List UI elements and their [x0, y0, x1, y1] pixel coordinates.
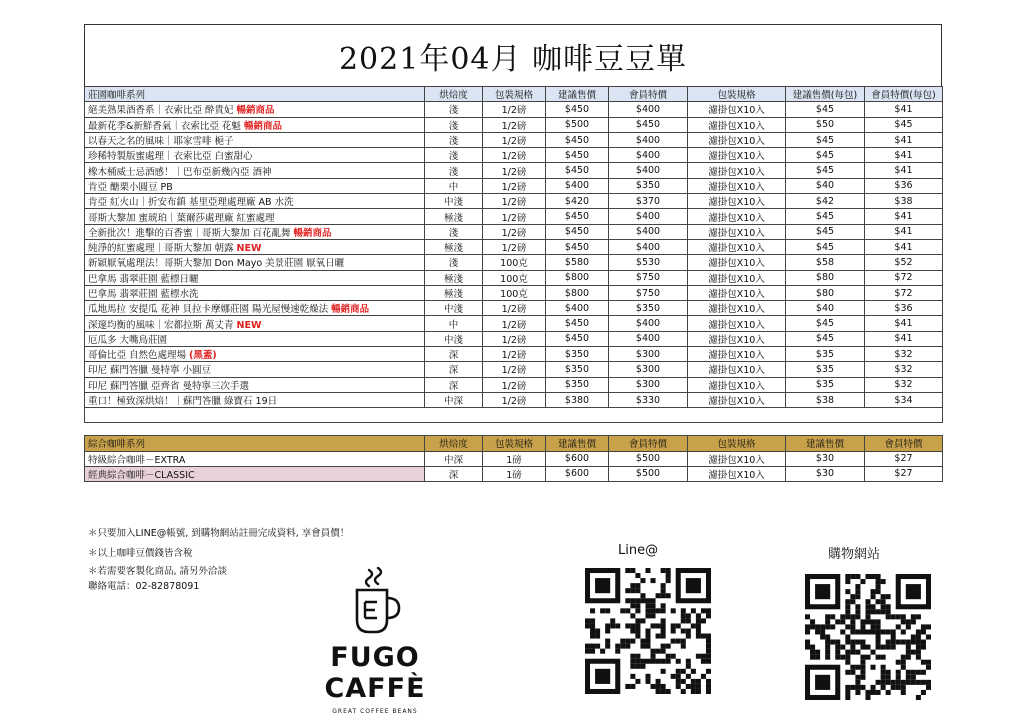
pack-cell: 1/2磅 — [483, 301, 546, 316]
pack-cell: 1/2磅 — [483, 239, 546, 254]
table-row — [85, 392, 943, 407]
price-cell: $580 — [546, 255, 609, 270]
roast-cell: 淺 — [425, 255, 483, 270]
member-price-cell: $300 — [609, 377, 688, 392]
column-header: 會員特價 — [609, 436, 688, 451]
drip-pack-cell: 濾掛包X10入 — [688, 377, 786, 392]
pack-cell: 1/2磅 — [483, 224, 546, 239]
column-header: 建議售價(每包) — [786, 87, 865, 102]
member-price-cell: $400 — [609, 316, 688, 331]
shop-qr-code[interactable] — [805, 574, 931, 700]
member-price-cell: $400 — [609, 209, 688, 224]
column-header: 包裝規格 — [483, 87, 546, 102]
shop-label: 購物網站 — [828, 547, 881, 562]
drip-price-cell: $35 — [786, 362, 865, 377]
drip-pack-cell: 濾掛包X10入 — [688, 466, 786, 481]
estate-body — [85, 102, 943, 408]
product-tag-badge: (黑蓋) — [189, 350, 217, 362]
product-name-cell — [85, 347, 425, 362]
price-cell: $350 — [546, 347, 609, 362]
price-cell: $380 — [546, 392, 609, 407]
member-price-cell: $300 — [609, 347, 688, 362]
member-price-cell: $400 — [609, 102, 688, 117]
drip-pack-cell: 濾掛包X10入 — [688, 331, 786, 346]
column-header: 建議售價 — [786, 436, 865, 451]
drip-member-price-cell: $41 — [865, 316, 943, 331]
price-cell: $450 — [546, 102, 609, 117]
drip-member-price-cell: $41 — [865, 331, 943, 346]
price-cell: $450 — [546, 331, 609, 346]
drip-price-cell: $30 — [786, 466, 865, 481]
pack-cell: 1/2磅 — [483, 163, 546, 178]
drip-member-price-cell: $27 — [865, 451, 943, 466]
drip-price-cell: $40 — [786, 178, 865, 193]
roast-cell: 中淺 — [425, 194, 483, 209]
price-sheet — [84, 24, 942, 482]
table-row — [85, 224, 943, 239]
pack-cell: 1磅 — [483, 451, 546, 466]
pack-cell: 1/2磅 — [483, 377, 546, 392]
product-name: 珍稀特製版蜜處理｜衣索比亞 白蜜甜心 — [88, 151, 253, 163]
roast-cell: 淺 — [425, 132, 483, 147]
roast-cell: 極淺 — [425, 209, 483, 224]
product-name-cell — [85, 466, 425, 481]
product-name-cell — [85, 331, 425, 346]
drip-price-cell: $45 — [786, 148, 865, 163]
pack-cell: 1/2磅 — [483, 148, 546, 163]
product-name-cell — [85, 102, 425, 117]
product-tag-badge: 暢銷商品 — [293, 227, 332, 239]
roast-cell: 深 — [425, 347, 483, 362]
product-name-cell — [85, 224, 425, 239]
drip-price-cell: $45 — [786, 132, 865, 147]
product-name-cell — [85, 209, 425, 224]
table-row — [85, 178, 943, 193]
product-name: 厄瓜多 大嘴鳥莊園 — [88, 334, 168, 346]
drip-member-price-cell: $32 — [865, 377, 943, 392]
pack-cell: 1/2磅 — [483, 362, 546, 377]
product-name-cell — [85, 163, 425, 178]
drip-pack-cell: 濾掛包X10入 — [688, 285, 786, 300]
price-cell: $500 — [546, 117, 609, 132]
blend-header — [85, 436, 943, 451]
drip-member-price-cell: $41 — [865, 148, 943, 163]
column-header: 建議售價 — [546, 87, 609, 102]
product-tag-badge: 暢銷商品 — [243, 120, 282, 132]
drip-price-cell: $38 — [786, 392, 865, 407]
drip-price-cell: $58 — [786, 255, 865, 270]
price-cell: $450 — [546, 148, 609, 163]
drip-member-price-cell: $34 — [865, 392, 943, 407]
drip-pack-cell: 濾掛包X10入 — [688, 392, 786, 407]
product-name: 重口！極致深烘焙！｜蘇門答臘 綠寶石 19日 — [88, 396, 278, 408]
product-name: 瓜地馬拉 安提瓜 花神 貝拉卡摩娜莊園 陽光屋慢速乾燥法 — [88, 304, 332, 316]
column-header: 綜合咖啡系列 — [85, 436, 425, 451]
drip-pack-cell: 濾掛包X10入 — [688, 148, 786, 163]
pack-cell: 1/2磅 — [483, 392, 546, 407]
roast-cell: 極淺 — [425, 270, 483, 285]
product-name: 新穎厭氧處理法！哥斯大黎加 Don Mayo 美景莊園 厭氧日曬 — [88, 258, 345, 270]
product-name-cell — [85, 178, 425, 193]
estate-table — [84, 86, 943, 423]
table-row — [85, 209, 943, 224]
brand-tagline: GREAT COFFEE BEANS — [332, 708, 418, 715]
product-tag-badge: 暢銷商品 — [331, 304, 370, 316]
price-cell: $450 — [546, 163, 609, 178]
price-cell: $450 — [546, 132, 609, 147]
member-price-cell: $750 — [609, 285, 688, 300]
drip-price-cell: $35 — [786, 347, 865, 362]
price-cell: $800 — [546, 285, 609, 300]
note-custom: ＊若需要客製化商品, 請另外洽談 — [88, 566, 228, 577]
drip-pack-cell: 濾掛包X10入 — [688, 209, 786, 224]
column-header: 會員特價(每包) — [865, 87, 943, 102]
column-header: 會員特價 — [609, 87, 688, 102]
drip-pack-cell: 濾掛包X10入 — [688, 239, 786, 254]
drip-pack-cell: 濾掛包X10入 — [688, 194, 786, 209]
price-cell: $450 — [546, 239, 609, 254]
table-row — [85, 117, 943, 132]
table-row — [85, 362, 943, 377]
member-price-cell: $500 — [609, 451, 688, 466]
note-phone: 聯絡電話：02-82878091 — [88, 581, 200, 592]
table-row — [85, 270, 943, 285]
product-name-cell — [85, 285, 425, 300]
drip-member-price-cell: $72 — [865, 285, 943, 300]
note-tax: ＊以上咖啡豆價錢皆含稅 — [88, 548, 193, 559]
drip-member-price-cell: $32 — [865, 347, 943, 362]
product-name-cell — [85, 239, 425, 254]
product-name-cell — [85, 316, 425, 331]
member-price-cell: $350 — [609, 178, 688, 193]
pack-cell: 1/2磅 — [483, 194, 546, 209]
product-name: 哥斯大黎加 蜜琥珀｜葉爾莎處理廠 紅蜜處理 — [88, 212, 275, 224]
drip-member-price-cell: $41 — [865, 239, 943, 254]
drip-member-price-cell: $36 — [865, 301, 943, 316]
brand-name: FUGO CAFFÈ — [324, 642, 426, 704]
blend-body — [85, 451, 943, 482]
drip-member-price-cell: $72 — [865, 270, 943, 285]
roast-cell: 中 — [425, 178, 483, 193]
product-name: 全新批次！進擊的百香蜜｜哥斯大黎加 百花亂舞 — [88, 227, 294, 239]
drip-pack-cell: 濾掛包X10入 — [688, 117, 786, 132]
product-tag-badge: NEW — [236, 319, 262, 331]
price-cell: $450 — [546, 224, 609, 239]
member-price-cell: $400 — [609, 331, 688, 346]
drip-member-price-cell: $32 — [865, 362, 943, 377]
roast-cell: 淺 — [425, 117, 483, 132]
table-row — [85, 194, 943, 209]
column-header: 莊園咖啡系列 — [85, 87, 425, 102]
table-row — [85, 377, 943, 392]
product-name: 印尼 蘇門答臘 曼特寧 小圓豆 — [88, 365, 212, 377]
drip-member-price-cell: $41 — [865, 132, 943, 147]
drip-member-price-cell: $41 — [865, 224, 943, 239]
table-row — [85, 255, 943, 270]
member-price-cell: $400 — [609, 239, 688, 254]
pack-cell: 1/2磅 — [483, 178, 546, 193]
pack-cell: 1/2磅 — [483, 117, 546, 132]
product-name: 肯亞 醣栗小圓豆 PB — [88, 181, 173, 193]
product-name: 肯亞 紅火山｜折安布鎮 基里亞理處理廠 AB 水洗 — [88, 197, 294, 209]
drip-price-cell: $45 — [786, 239, 865, 254]
product-name: 巴拿馬 翡翠莊園 藍標水洗 — [88, 289, 199, 300]
price-cell: $350 — [546, 362, 609, 377]
product-name: 以春天之名的風味｜耶家雪啡 梔子 — [88, 136, 234, 148]
roast-cell: 淺 — [425, 148, 483, 163]
column-header: 會員特價 — [865, 436, 943, 451]
pack-cell: 100克 — [483, 285, 546, 300]
member-price-cell: $750 — [609, 270, 688, 285]
pack-cell: 1磅 — [483, 466, 546, 481]
product-tag-badge: 暢銷商品 — [236, 105, 275, 117]
drip-pack-cell: 濾掛包X10入 — [688, 255, 786, 270]
product-tag-badge: NEW — [236, 243, 262, 255]
column-header: 包裝規格 — [688, 87, 786, 102]
table-row — [85, 301, 943, 316]
product-name: 絕美熟果酒香系｜衣索比亞 酔貴妃 — [88, 105, 237, 117]
drip-pack-cell: 濾掛包X10入 — [688, 451, 786, 466]
product-name: 最新花季&新鮮香氣｜衣索比亞 花魁 — [88, 120, 244, 132]
product-name-cell — [85, 148, 425, 163]
drip-pack-cell: 濾掛包X10入 — [688, 178, 786, 193]
table-row — [85, 331, 943, 346]
roast-cell: 淺 — [425, 163, 483, 178]
price-cell: $400 — [546, 301, 609, 316]
product-name-cell — [85, 451, 425, 466]
line-label: Line@ — [618, 543, 659, 558]
price-cell: $600 — [546, 451, 609, 466]
roast-cell: 深 — [425, 466, 483, 481]
drip-member-price-cell: $41 — [865, 102, 943, 117]
pack-cell: 1/2磅 — [483, 132, 546, 147]
drip-pack-cell: 濾掛包X10入 — [688, 270, 786, 285]
drip-member-price-cell: $45 — [865, 117, 943, 132]
product-name: 經典綜合咖啡－CLASSIC — [88, 469, 195, 481]
product-name: 深邃均衡的風味｜宏都拉斯 萬丈青 — [88, 319, 237, 331]
pack-cell: 1/2磅 — [483, 209, 546, 224]
product-name: 橡木桶威士忌酒感！｜巴布亞新幾內亞 酒神 — [88, 166, 272, 178]
roast-cell: 淺 — [425, 224, 483, 239]
drip-pack-cell: 濾掛包X10入 — [688, 132, 786, 147]
note-member: ＊只要加入LINE@帳號, 到購物網站註冊完成資料, 享會員價！ — [88, 528, 350, 539]
drip-pack-cell: 濾掛包X10入 — [688, 224, 786, 239]
estate-header — [85, 87, 943, 102]
coffee-cup-icon — [345, 566, 405, 636]
price-cell: $600 — [546, 466, 609, 481]
product-name-cell — [85, 117, 425, 132]
member-price-cell: $450 — [609, 117, 688, 132]
pack-cell: 1/2磅 — [483, 331, 546, 346]
member-price-cell: $350 — [609, 301, 688, 316]
drip-member-price-cell: $41 — [865, 163, 943, 178]
drip-member-price-cell: $52 — [865, 255, 943, 270]
drip-price-cell: $50 — [786, 117, 865, 132]
pack-cell: 100克 — [483, 255, 546, 270]
drip-price-cell: $45 — [786, 331, 865, 346]
pack-cell: 1/2磅 — [483, 316, 546, 331]
drip-member-price-cell: $38 — [865, 194, 943, 209]
column-header: 建議售價 — [546, 436, 609, 451]
price-cell: $450 — [546, 316, 609, 331]
drip-member-price-cell: $41 — [865, 209, 943, 224]
table-row — [85, 451, 943, 466]
roast-cell: 深 — [425, 362, 483, 377]
product-name-cell — [85, 255, 425, 270]
blend-table — [84, 435, 943, 482]
table-row — [85, 102, 943, 117]
line-qr-code[interactable] — [585, 568, 711, 694]
table-row — [85, 347, 943, 362]
member-price-cell: $400 — [609, 163, 688, 178]
pack-cell: 1/2磅 — [483, 102, 546, 117]
drip-price-cell: $45 — [786, 163, 865, 178]
table-row — [85, 466, 943, 481]
drip-pack-cell: 濾掛包X10入 — [688, 362, 786, 377]
roast-cell: 極淺 — [425, 285, 483, 300]
drip-price-cell: $45 — [786, 224, 865, 239]
drip-price-cell: $80 — [786, 270, 865, 285]
brand-logo — [290, 566, 460, 715]
table-row — [85, 316, 943, 331]
price-cell: $400 — [546, 178, 609, 193]
product-name: 純淨的紅蜜處理｜哥斯大黎加 朝露 — [88, 243, 237, 255]
product-name: 印尼 蘇門答臘 亞齊省 曼特寧三次手選 — [88, 380, 250, 392]
product-name-cell — [85, 362, 425, 377]
roast-cell: 中 — [425, 316, 483, 331]
member-price-cell: $370 — [609, 194, 688, 209]
member-price-cell: $500 — [609, 466, 688, 481]
roast-cell: 淺 — [425, 102, 483, 117]
table-row — [85, 285, 943, 300]
table-row — [85, 148, 943, 163]
drip-price-cell: $30 — [786, 451, 865, 466]
product-name: 哥倫比亞 自然色處理場 — [88, 350, 190, 362]
drip-price-cell: $42 — [786, 194, 865, 209]
drip-pack-cell: 濾掛包X10入 — [688, 102, 786, 117]
table-gap — [84, 423, 942, 435]
product-name-cell — [85, 194, 425, 209]
drip-price-cell: $80 — [786, 285, 865, 300]
product-name-cell — [85, 377, 425, 392]
member-price-cell: $330 — [609, 392, 688, 407]
drip-pack-cell: 濾掛包X10入 — [688, 316, 786, 331]
price-cell: $800 — [546, 270, 609, 285]
drip-price-cell: $45 — [786, 316, 865, 331]
roast-cell: 深 — [425, 377, 483, 392]
title-box — [84, 24, 942, 86]
price-cell: $450 — [546, 209, 609, 224]
product-name-cell — [85, 392, 425, 407]
table-row — [85, 239, 943, 254]
product-name-cell — [85, 270, 425, 285]
member-price-cell: $400 — [609, 148, 688, 163]
pack-cell: 100克 — [483, 270, 546, 285]
page-title: 2021年04月 咖啡豆豆單 — [338, 41, 688, 77]
drip-price-cell: $45 — [786, 209, 865, 224]
product-name-cell — [85, 132, 425, 147]
roast-cell: 中淺 — [425, 331, 483, 346]
price-cell: $420 — [546, 194, 609, 209]
table-row — [85, 163, 943, 178]
drip-member-price-cell: $36 — [865, 178, 943, 193]
roast-cell: 中淺 — [425, 301, 483, 316]
member-price-cell: $400 — [609, 132, 688, 147]
member-price-cell: $300 — [609, 362, 688, 377]
pack-cell: 1/2磅 — [483, 347, 546, 362]
price-cell: $350 — [546, 377, 609, 392]
product-name: 巴拿馬 翡翠莊園 藍標日曬 — [88, 273, 199, 285]
drip-pack-cell: 濾掛包X10入 — [688, 163, 786, 178]
product-name: 特級綜合咖啡－EXTRA — [88, 454, 186, 466]
column-header: 包裝規格 — [688, 436, 786, 451]
drip-price-cell: $35 — [786, 377, 865, 392]
column-header: 烘焙度 — [425, 436, 483, 451]
roast-cell: 中深 — [425, 392, 483, 407]
roast-cell: 中深 — [425, 451, 483, 466]
drip-price-cell: $45 — [786, 102, 865, 117]
drip-pack-cell: 濾掛包X10入 — [688, 347, 786, 362]
column-header: 包裝規格 — [483, 436, 546, 451]
drip-price-cell: $40 — [786, 301, 865, 316]
roast-cell: 極淺 — [425, 239, 483, 254]
spacer-row — [85, 408, 943, 423]
product-name-cell — [85, 301, 425, 316]
drip-member-price-cell: $27 — [865, 466, 943, 481]
member-price-cell: $530 — [609, 255, 688, 270]
drip-pack-cell: 濾掛包X10入 — [688, 301, 786, 316]
column-header: 烘焙度 — [425, 87, 483, 102]
member-price-cell: $400 — [609, 224, 688, 239]
table-row — [85, 132, 943, 147]
